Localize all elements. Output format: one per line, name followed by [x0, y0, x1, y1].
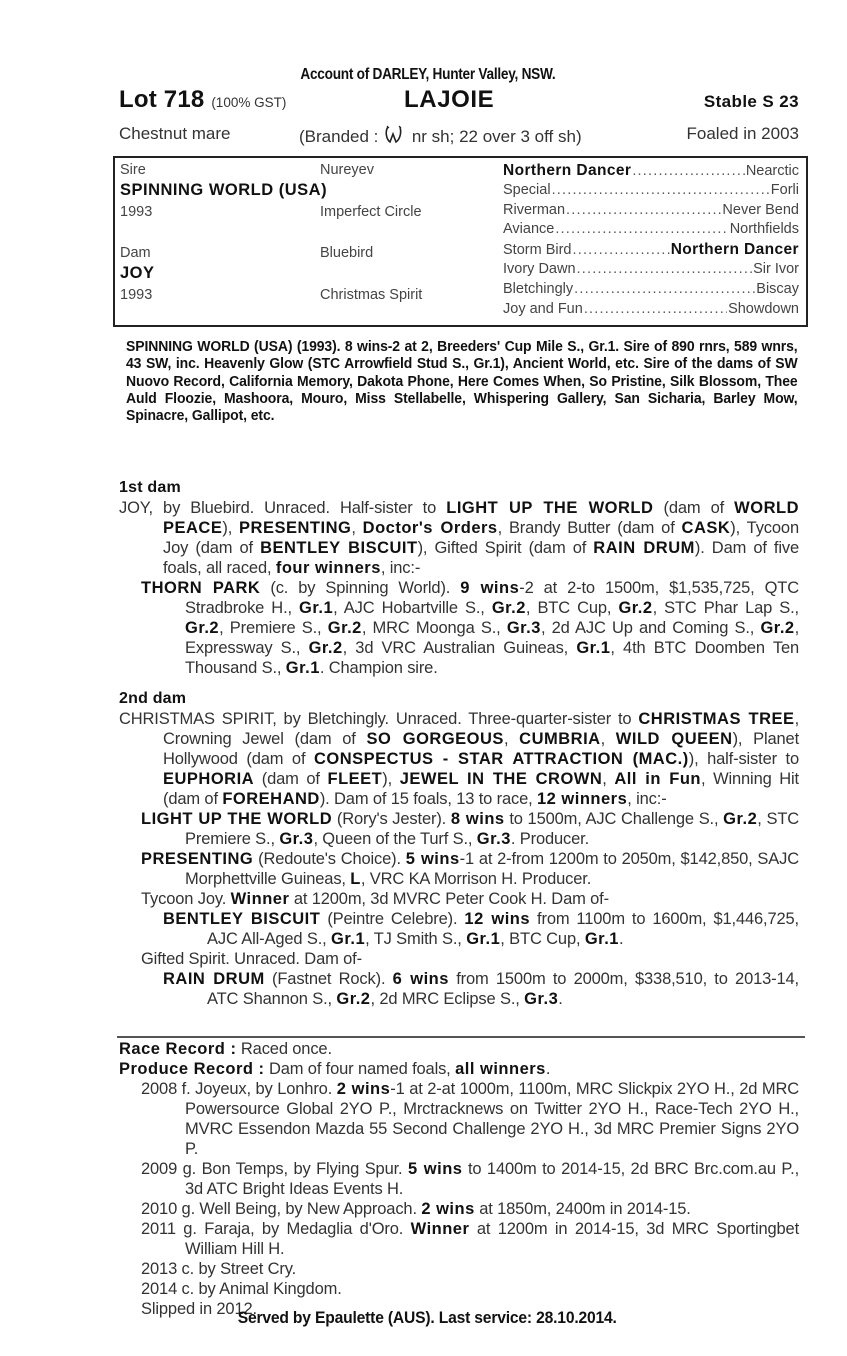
bold-text: four winners [275, 559, 381, 577]
dam-dam: Christmas Spirit [320, 287, 423, 303]
great-grandparent-row [503, 281, 799, 300]
brand-suffix: nr sh; 22 over 3 off sh) [407, 127, 582, 146]
bold-text: FLEET [327, 770, 383, 788]
progeny-entry [119, 969, 799, 1009]
bold-text: Gr.3 [476, 830, 511, 848]
produce-foals [119, 1079, 799, 1319]
great-grandparent-dam-line: Joy and Fun [503, 300, 583, 317]
dam-year: 1993 [120, 287, 153, 303]
bold-text: Winner [230, 890, 290, 908]
dot-leader [584, 301, 727, 317]
great-great-grandsire: Northern Dancer [670, 241, 799, 259]
text: JOY, by Bluebird. Unraced. Half-sister to [119, 499, 447, 517]
text: (Peintre Celebre). [320, 910, 465, 928]
second-dam-intro [119, 709, 799, 809]
bold-text: CHRISTMAS TREE [638, 710, 795, 728]
second-dam-progeny [119, 809, 799, 1009]
progeny-entry [119, 889, 799, 909]
brand-prefix: (Branded : [299, 127, 384, 146]
pedigree-table [113, 156, 808, 327]
foal-entry [119, 1159, 799, 1199]
horse-description-row [119, 124, 799, 146]
bold-text: CONSPECTUS - STAR ATTRACTION (MAC.) [313, 750, 689, 768]
great-great-grandsire: Biscay [756, 280, 799, 297]
records-body [119, 1039, 799, 1319]
bold-text: RAIN DRUM [593, 539, 695, 557]
progeny-entry [119, 849, 799, 889]
foal-entry [119, 1199, 799, 1219]
text: , TJ Smith S., [365, 930, 467, 948]
bold-text: 5 wins [405, 850, 460, 868]
sire-summary: SPINNING WORLD (USA) (1993). 8 wins-2 at 2, Breeders' Cup Mile S., Gr.1. Sire of 890 rnrs, 589 wnrs, 43 SW, inc. Heavenly Glow (STC Arrowfield Stud S., Gr.1), Ancient World, etc. Sire of the dams of SW Nuovo Record, California Memory, Dakota Phone, Here Comes When, So Pristine, Silk Blossom, Thee Auld Floozie, Mashoora, Mouro, Miss Stellabelle, Whispering Gallery, San Sicharia, Barley Mow, Spinacre, Gallipot, etc. [126, 338, 798, 425]
bold-text: RAIN DRUM [163, 970, 265, 988]
bold-text: 8 wins [450, 810, 505, 828]
dot-leader [566, 202, 721, 218]
bold-text: Gr.1 [466, 930, 501, 948]
text: , STC Phar Lap S., [652, 599, 799, 617]
text: from 1100m to 1600m, $1,446,725, AJC All-Aged S., [207, 910, 799, 948]
race-record [119, 1039, 799, 1059]
dot-leader [573, 242, 670, 258]
foal-entry [119, 1259, 799, 1279]
text: -1 at 2-at 1000m, 1100m, MRC Slickpix 2YO H., 2d MRC Powersource Global 2YO P., Mrctracknews on Twitter 2YO H., Race-Tech 2YO H., MVRC Essendon Mazda 55 Second Challenge 2YO H., 3d MRC Premier Signs 2YO P. [185, 1080, 799, 1158]
text: , [600, 730, 616, 748]
great-grandparent-dam-line: Riverman [503, 201, 566, 218]
text: , Winning Hit (dam of [163, 770, 799, 808]
first-dam-body [119, 498, 799, 678]
text: , 2d MRC Eclipse S., [370, 990, 525, 1008]
bold-text: 2 wins [421, 1200, 475, 1218]
bold-text: PRESENTING [141, 850, 254, 868]
text: (dam of [254, 770, 328, 788]
text: at 1200m, 3d MVRC Peter Cook H. Dam of- [289, 890, 609, 908]
text: , Brandy Butter (dam of [497, 519, 682, 537]
text: 2014 c. by Animal Kingdom. [141, 1280, 342, 1298]
great-great-grandsire: Nearctic [745, 163, 799, 179]
text: . Champion sire. [319, 659, 438, 677]
text: , 3d VRC Australian Guineas, [342, 639, 577, 657]
bold-text: 2 wins [336, 1080, 391, 1098]
text: at 1200m in 2014-15, 3d MRC Sportingbet William Hill H. [185, 1220, 800, 1258]
text: CHRISTMAS SPIRIT, by Bletchingly. Unraced. Three-quarter-sister to [119, 710, 639, 728]
bold-text: Gr.2 [491, 599, 526, 617]
great-grandparent-dam-line: Special [503, 181, 551, 198]
sire-label: Sire [120, 162, 146, 178]
great-grandparent-row [503, 202, 799, 221]
text: ), Gifted Spirit (dam of [417, 539, 594, 557]
w-brand-mark-icon [383, 124, 407, 146]
text: Gifted Spirit. Unraced. Dam of- [141, 950, 362, 968]
bold-text: FOREHAND [222, 790, 320, 808]
section-divider [117, 1036, 805, 1038]
text: ), Tycoon Joy (dam of [163, 519, 799, 557]
dot-leader [577, 261, 753, 277]
bold-text: Gr.2 [336, 990, 371, 1008]
text: to 1500m, AJC Challenge S., [504, 810, 724, 828]
bold-text: WORLD PEACE [163, 499, 799, 537]
text: 2009 g. Bon Temps, by Flying Spur. [141, 1160, 408, 1178]
great-great-grandsire: Forli [770, 181, 799, 198]
bold-text: LIGHT UP THE WORLD [141, 810, 333, 828]
dam-sire: Bluebird [320, 245, 374, 261]
bold-text: 9 wins [460, 579, 520, 597]
great-great-grandsire: Northfields [729, 221, 799, 238]
bold-text: THORN PARK [141, 579, 261, 597]
first-dam-intro [119, 498, 799, 578]
great-great-grandsire: Never Bend [722, 201, 799, 218]
lot-number [119, 86, 286, 114]
lot-header-row [119, 86, 799, 116]
text: , Crowning Jewel (dam of [163, 710, 799, 748]
bold-text: 6 wins [392, 970, 449, 988]
first-dam-progeny [119, 578, 799, 678]
text: -1 at 2-from 1200m to 2050m, $142,850, SAJC Morphettville Guineas, [185, 850, 799, 888]
text: 2008 f. Joyeux, by Lonhro. [141, 1080, 337, 1098]
text: (Rory's Jester). [332, 810, 451, 828]
bold-text: Gr.3 [506, 619, 541, 637]
lot-label: Lot 718 [119, 86, 205, 113]
text: . [558, 990, 563, 1008]
sire-dam: Imperfect Circle [320, 204, 422, 220]
bold-text: LIGHT UP THE WORLD [446, 499, 654, 517]
text: , 4th BTC Doomben Ten Thousand S., [185, 639, 800, 677]
text: to 1400m to 2014-15, 2d BRC Brc.com.au P., 3d ATC Bright Ideas Events H. [185, 1160, 799, 1198]
text: ). Dam of 15 foals, 13 to race, [319, 790, 537, 808]
great-grandparent-row [503, 301, 799, 320]
bold-text: Winner [410, 1220, 470, 1238]
bold-text: Gr.2 [618, 599, 653, 617]
text: ), [382, 770, 400, 788]
gst-note: (100% GST) [211, 95, 287, 110]
bold-text: EUPHORIA [163, 770, 255, 788]
text: , inc:- [380, 559, 421, 577]
text: . Producer. [510, 830, 590, 848]
dam-name: JOY [120, 264, 155, 282]
great-grandparent-dam-line: Storm Bird [503, 242, 572, 259]
text: ), [222, 519, 240, 537]
text: (dam of [653, 499, 735, 517]
text: , Queen of the Turf S., [313, 830, 477, 848]
dot-leader [632, 163, 745, 179]
foaled-year: Foaled in 2003 [686, 124, 799, 143]
text: Slipped in 2012. [141, 1300, 257, 1318]
bold-text: Gr.1 [576, 639, 611, 657]
bold-text: Doctor's Orders [362, 519, 498, 537]
bold-text: CUMBRIA [519, 730, 601, 748]
text: -2 at 2-to 1500m, $1,535,725, QTC Stradbroke H., [185, 579, 800, 617]
text: , AJC Hobartville S., [333, 599, 492, 617]
horse-name: LAJOIE [404, 86, 495, 113]
text: Dam of four named foals, [264, 1060, 456, 1078]
second-dam-title: 2nd dam [119, 690, 187, 707]
service-note: Served by Epaulette (AUS). Last service: 28.10.2014. [237, 1308, 617, 1327]
foal-entry [119, 1219, 799, 1259]
bold-text: Gr.1 [584, 930, 619, 948]
text: , [602, 770, 615, 788]
great-grandparent-dam-line: Bletchingly [503, 280, 574, 297]
bold-text: Gr.3 [524, 990, 559, 1008]
text: , Expressway S., [185, 619, 800, 657]
bold-text: Gr.1 [331, 930, 366, 948]
second-dam-body [119, 709, 799, 1009]
text: 2011 g. Faraja, by Medaglia d'Oro. [141, 1220, 411, 1238]
progeny-entry [119, 578, 799, 678]
bold-text: SO GORGEOUS [366, 730, 504, 748]
bold-text: Gr.2 [327, 619, 362, 637]
great-grandparent-row [503, 162, 799, 181]
great-grandparent-row [503, 221, 799, 240]
text: Tycoon Joy. [141, 890, 231, 908]
text: ), Planet Hollywood (dam of [163, 730, 800, 768]
vendor-account: Account of DARLEY, Hunter Valley, NSW. [300, 66, 556, 83]
produce-record [119, 1059, 799, 1079]
text: , STC Premiere S., [185, 810, 800, 848]
text: , VRC KA Morrison H. Producer. [360, 870, 592, 888]
great-grandparent-dam-line: Ivory Dawn [503, 261, 576, 277]
sire-sire: Nureyev [320, 162, 374, 178]
bold-text: L [350, 870, 361, 888]
progeny-entry [119, 809, 799, 849]
bold-text: 12 winners [536, 790, 628, 808]
produce-record-label: Produce Record : [119, 1060, 265, 1078]
bold-text: 12 wins [464, 910, 531, 928]
text: , BTC Cup, [500, 930, 585, 948]
bold-text: Gr.2 [308, 639, 343, 657]
text: (Redoute's Choice). [253, 850, 406, 868]
text: . [618, 930, 624, 948]
text: , BTC Cup, [525, 599, 619, 617]
great-grandparent-row [503, 182, 799, 201]
text: ). Dam of five foals, all raced, [163, 539, 799, 577]
bold-text: PRESENTING [239, 519, 352, 537]
bold-text: all winners [455, 1060, 546, 1078]
bold-text: BENTLEY BISCUIT [260, 539, 418, 557]
text: ), half-sister to [688, 750, 800, 768]
text: , MRC Moonga S., [361, 619, 507, 637]
text: (Fastnet Rock). [264, 970, 393, 988]
bold-text: Gr.3 [279, 830, 314, 848]
text: . [545, 1060, 551, 1078]
sire-name: SPINNING WORLD (USA) [120, 181, 328, 199]
first-dam-title: 1st dam [119, 479, 181, 496]
race-record-label: Race Record : [119, 1040, 237, 1058]
bold-text: JEWEL IN THE CROWN [399, 770, 603, 788]
bold-text: All in Fun [614, 770, 701, 788]
foal-entry [119, 1279, 799, 1299]
bold-text: Gr.1 [285, 659, 320, 677]
progeny-entry [119, 949, 799, 969]
bold-text: Gr.1 [299, 599, 334, 617]
foal-entry [119, 1079, 799, 1159]
great-grandparent-dam-line: Northern Dancer [503, 162, 632, 179]
great-great-grandsire: Sir Ivor [753, 261, 799, 277]
great-great-grandsire: Showdown [728, 300, 799, 317]
bold-text: WILD QUEEN [615, 730, 733, 748]
great-grandparent-row [503, 241, 799, 260]
text: , [351, 519, 363, 537]
bold-text: 5 wins [407, 1160, 463, 1178]
sire-year: 1993 [120, 204, 153, 220]
bold-text: Gr.2 [760, 619, 795, 637]
great-grandparent-row [503, 261, 799, 280]
text: , [503, 730, 520, 748]
text: , Premiere S., [219, 619, 328, 637]
text: at 1850m, 2400m in 2014-15. [474, 1200, 691, 1218]
race-record-value: Raced once. [236, 1040, 332, 1058]
bold-text: CASK [681, 519, 731, 537]
text: , 2d AJC Up and Coming S., [540, 619, 761, 637]
great-grandparent-dam-line: Aviance [503, 221, 555, 238]
dot-leader [574, 281, 755, 297]
progeny-entry [119, 909, 799, 949]
dot-leader [552, 182, 770, 198]
brand-description [299, 124, 582, 147]
bold-text: Gr.2 [185, 619, 220, 637]
text: from 1500m to 2000m, $338,510, to 2013-14, ATC Shannon S., [207, 970, 799, 1008]
text: 2013 c. by Street Cry. [141, 1260, 297, 1278]
stable-location: Stable S 23 [703, 92, 799, 111]
dot-leader [555, 221, 728, 237]
colour-sex: Chestnut mare [119, 124, 231, 143]
bold-text: BENTLEY BISCUIT [163, 910, 321, 928]
text: 2010 g. Well Being, by New Approach. [141, 1200, 422, 1218]
bold-text: Gr.2 [723, 810, 758, 828]
dam-label: Dam [120, 245, 151, 261]
text: , inc:- [627, 790, 667, 808]
text: (c. by Spinning World). [260, 579, 461, 597]
